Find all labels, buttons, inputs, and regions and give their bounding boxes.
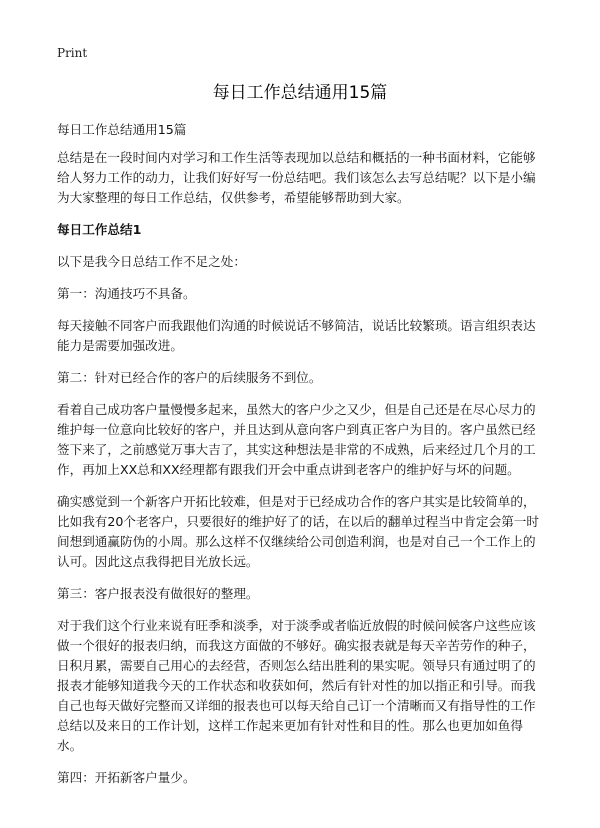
paragraph: 第二：针对已经合作的客户的后续服务不到位。 (57, 370, 322, 385)
paragraph: 第一：沟通技巧不具备。 (57, 286, 196, 301)
article-body (57, 120, 547, 800)
paragraph: 看着自己成功客户量慢慢多起来，虽然大的客户少之又少，但是自己还是在尽心尽力的维护每一位意向比较好的客户，并且达到从意向客户到真正客户为目的。客户虽然已经签下来了，之前感觉万事大吉了，其实这种想法是非常的不成熟，后来经过几个月的工作，再加上XX总和XX经理都有跟我们开会中重点讲到老客户的维护好与坏的问题。 (57, 402, 536, 477)
paragraph: 以下是我今日总结工作不足之处： (57, 254, 246, 269)
intro-paragraph: 总结是在一段时间内对学习和工作生活等表现加以总结和概括的一种书面材料，它能够给人努力工作的动力，让我们好好写一份总结吧。我们该怎么去写总结呢？以下是小编为大家整理的每日工作总结，仅供参考，希望能够帮助到大家。 (57, 150, 536, 205)
paragraph: 第四：开拓新客户量少。 (57, 770, 196, 785)
paragraph: 确实感觉到一个新客户开拓比较难，但是对于已经成功合作的客户其实是比较简单的，比如我有20个老客户，只要很好的维护好了的话，在以后的翻单过程当中肯定会第一时间想到通赢防伪的小周。那么这样不仅继续给公司创造利润，也是对自己一个工作上的认可。因此这点我得把目光放长远。 (57, 494, 539, 569)
paragraph: 对于我们这个行业来说有旺季和淡季，对于淡季或者临近放假的时候问候客户这些应该做一个很好的报表归纳，而我这方面做的不够好。确实报表就是每天辛苦劳作的种子，日积月累，需要自己用心的去经营，否则怎么结出胜利的果实呢。领导只有通过明了的报表才能够知道我今天的工作状态和收获如何，然后有针对性的加以指正和引导。而我自己也每天做好完整而又详细的报表也可以每天给自己订一个清晰而又有指导性的工作总结以及来日的工作计划，这样工作起来更加有针对性和目的性。那么也更加如鱼得水。 (57, 618, 536, 753)
print-link[interactable]: Print (57, 46, 88, 60)
paragraph: 每天接触不同客户而我跟他们沟通的时候说话不够简洁，说话比较繁琐。语言组织表达能力是需要加强改进。 (57, 318, 536, 353)
page-title: 每日工作总结通用15篇 (212, 83, 388, 103)
article-subtitle: 每日工作总结通用15篇 (57, 122, 187, 137)
paragraph: 第三：客户报表没有做很好的整理。 (57, 586, 259, 601)
section-heading: 每日工作总结1 (57, 222, 142, 237)
